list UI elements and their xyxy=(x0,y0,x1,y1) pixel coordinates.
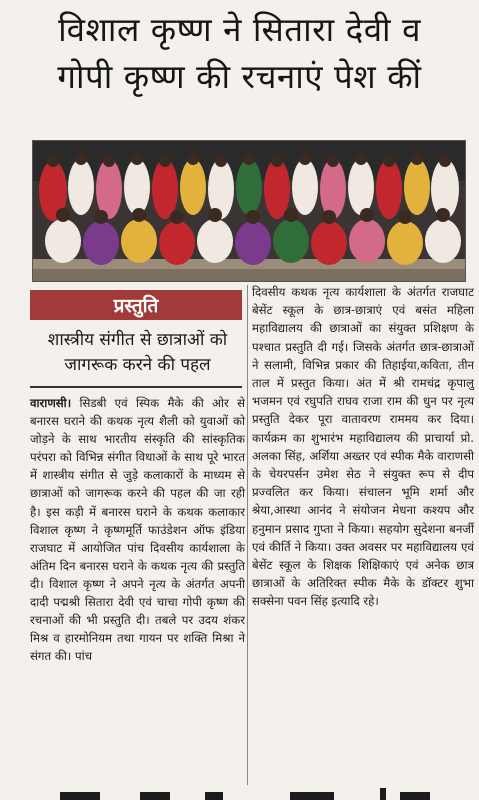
news-photo xyxy=(32,140,466,282)
next-headline-fragment xyxy=(0,782,479,800)
left-column xyxy=(30,290,245,800)
subhead-divider xyxy=(30,386,242,388)
section-label xyxy=(30,290,242,320)
dancers-front-row xyxy=(45,219,461,265)
article-text-left: सिडबी एवं स्पिक मैके की ओर से बनारस घराने की कथक नृत्य शैली को युवाओं को जोड़ने के साथ भारतीय संस्कृति की सांस्कृतिक परंपरा को विभिन्न संगीत विधाओं के साथ पूरे भारत में शास्त्रीय संगीत से जुड़े कलाकारों के माध्यम से छात्राओं को जागरूक करने की पहल की जा रही है। इस कड़ी में बनारस घराने के कथक कलाकार विशाल कृष्ण ने कृष्णमूर्ति फाउंडेशन ऑफ इंडिया राजघाट में आयोजित पांच दिवसीय कार्यशाला के अंतिम दिन बनारस घराने के कथक नृत्य की प्रस्तुति दी। विशाल कृष्ण ने अपने नृत्य के अंतर्गत अपनी दादी पद्मश्री सितारा देवी एवं चाचा गोपी कृष्ण की रचनाओं की भी प्रस्तुति दी। तबले पर उदय शंकर मिश्र व हारमोनियम तथा गायन पर शक्ति मिश्रा ने संगत की। पांच xyxy=(30,396,245,664)
cropped-headline-glyphs xyxy=(0,782,479,800)
section-label-text: प्रस्तुति xyxy=(113,295,159,317)
right-column xyxy=(252,283,474,611)
headline xyxy=(0,6,479,100)
column-divider xyxy=(247,285,248,785)
dateline: वाराणसी। xyxy=(30,396,72,410)
subheadline: शास्त्रीय संगीत से छात्राओं को जागरूक करने की पहल xyxy=(47,330,228,375)
article-body-left xyxy=(30,394,245,665)
headline-line-1: विशाल कृष्ण ने सितारा देवी व xyxy=(58,10,421,49)
headline-line-2: गोपी कृष्ण की रचनाएं पेश कीं xyxy=(57,57,422,96)
dancers-group-photo xyxy=(33,141,465,281)
article-body-right: दिवसीय कथक नृत्य कार्यशाला के अंतर्गत राजघाट बेसेंट स्कूल के छात्र-छात्राएं एवं बसंत महिला महाविद्यालय की छात्राओं का संयुक्त प्रशिक्षण के पश्चात प्रस्तुति दी गई। जिसके अंतर्गत छात्र-छात्राओं ने सलामी, विभिन्न प्रकार की तिहाईया,कविता, तीन ताल में प्रस्तुत किया। अंत में श्री रामचंद्र कृपालु भजमन एवं रघुपति राघव राजा राम की धुन पर नृत्य प्रस्तुति देकर पूरा वातावरण राममय कर दिया। कार्यक्रम का शुभारंभ महाविद्यालय की प्राचार्या प्रो. अलका सिंह, अर्शिया अख्तर एवं स्पीक मैके वाराणसी के चेयरपर्सन उमेश सेठ ने संयुक्त रूप से दीप प्रज्वलित कर किया। संचालन भूमि शर्मा और श्रेया,आस्था आनंद ने संयोजन मेधना कश्यप और हनुमान प्रसाद गुप्ता ने किया। सहयोग सुदेशना बनर्जी एवं कीर्ति ने किया। उक्त अवसर पर महाविद्यालय एवं बेसेंट स्कूल के शिक्षक शिक्षिकाएं एवं अनेक छात्र छात्राओं के अतिरिक्त स्पीक मैके के डॉक्टर शुभा सक्सेना पवन सिंह इत्यादि रहे। xyxy=(252,285,474,609)
